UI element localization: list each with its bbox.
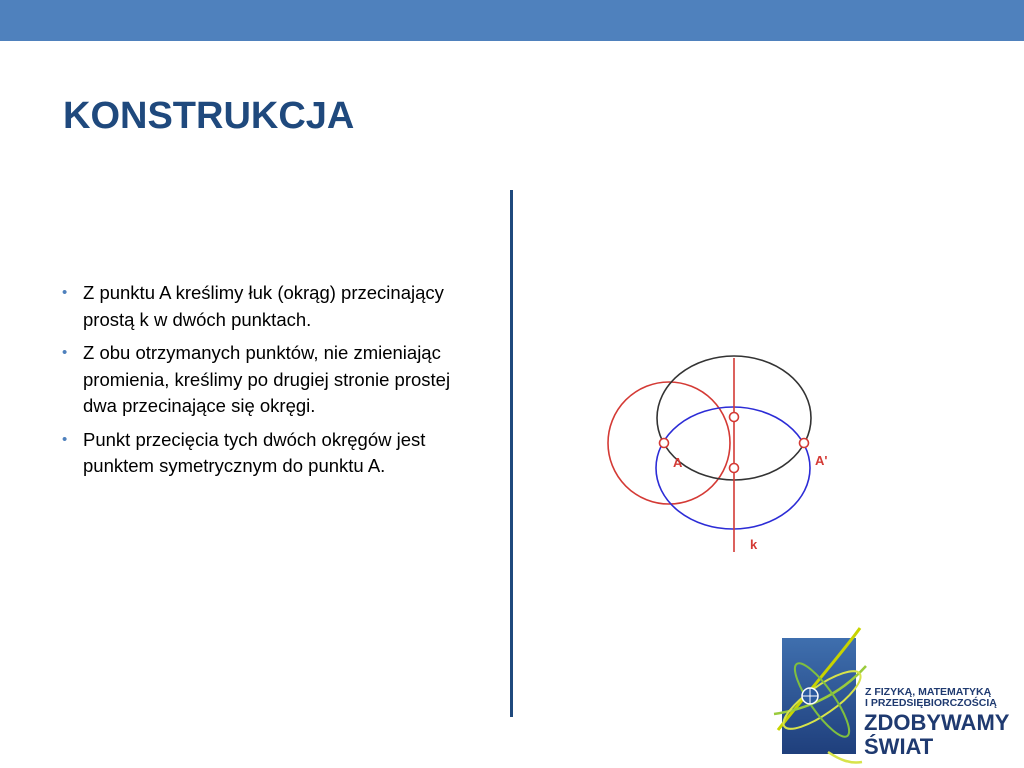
intersection-point-lower [730, 464, 739, 473]
top-accent-band [0, 0, 1024, 41]
bullet-item [62, 427, 482, 480]
bullet-item [62, 280, 482, 333]
bullet-text: Punkt przecięcia tych dwóch okręgów jest punktem symetrycznym do punktu A. [83, 428, 426, 476]
bullet-dot-icon: • [62, 430, 68, 448]
symmetry-construction-diagram [595, 350, 855, 560]
bullet-text: Z punktu A kreślimy łuk (okrąg) przecinający prostą k w dwóch punktach. [83, 282, 444, 330]
logo-wordmark-line-2: ŚWIAT [864, 734, 934, 759]
bullet-text: Z obu otrzymanych punktów, nie zmieniając promienia, kreślimy po drugiej stronie prostej dwa przecinające się okręgi. [83, 342, 451, 416]
logo-wordmark [864, 711, 1009, 759]
project-logo [768, 622, 868, 768]
label-k: k [750, 537, 758, 552]
bullet-list [62, 280, 482, 487]
logo-tagline-line-1: Z FIZYKĄ, MATEMATYKĄ [865, 686, 992, 698]
vertical-divider [510, 190, 513, 717]
logo-wordmark-line-1: ZDOBYWAMY [864, 710, 1010, 735]
bullet-item [62, 340, 482, 420]
logo-tagline [865, 687, 997, 709]
intersection-point-upper [730, 413, 739, 422]
label-a-prime: A' [815, 453, 828, 468]
label-a: A [673, 455, 683, 470]
logo-tagline-line-2: I PRZEDSIĘBIORCZOŚCIĄ [865, 697, 997, 709]
bullet-dot-icon: • [62, 344, 68, 361]
point-a-prime [800, 439, 809, 448]
point-a [660, 439, 669, 448]
slide-title: KONSTRUKCJA [63, 95, 355, 137]
bullet-dot-icon: • [62, 284, 68, 301]
